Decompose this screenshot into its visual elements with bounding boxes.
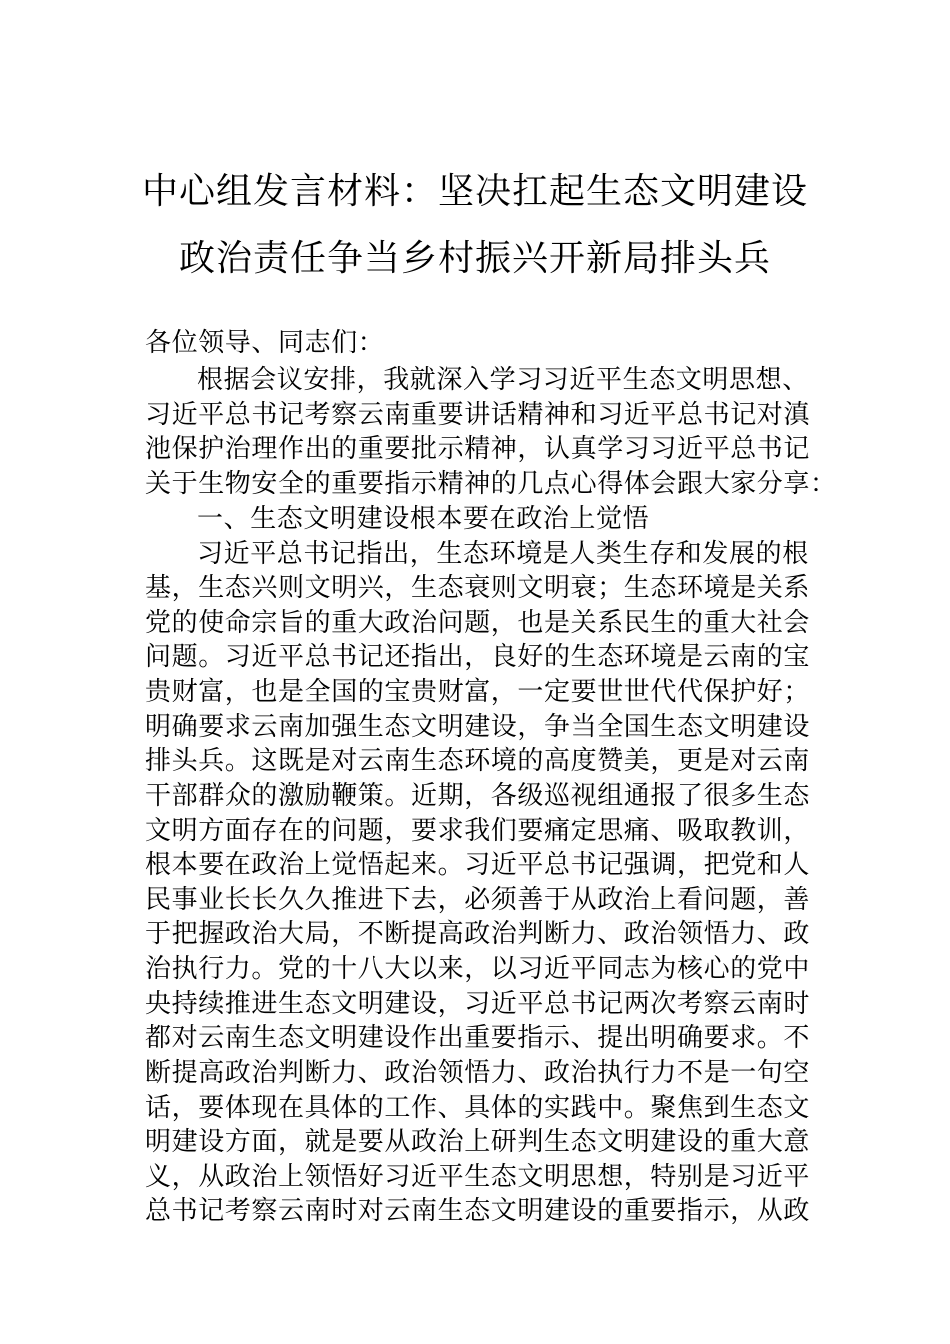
document-title-line-1: 中心组发言材料：坚决扛起生态文明建设 — [141, 171, 808, 212]
paragraph-line: 总书记考察云南时对云南生态文明建设的重要指示，从政 — [145, 1196, 811, 1226]
paragraph-line: 根本要在政治上觉悟起来。习近平总书记强调，把党和人 — [145, 850, 811, 880]
paragraph-line: 于把握政治大局，不断提高政治判断力、政治领悟力、政 — [145, 919, 811, 949]
paragraph-line: 根据会议安排，我就深入学习习近平生态文明思想、 — [197, 365, 809, 395]
paragraph-line: 贵财富，也是全国的宝贵财富，一定要世世代代保护好； — [145, 677, 811, 707]
paragraph-line: 央持续推进生态文明建设，习近平总书记两次考察云南时 — [145, 989, 811, 1019]
paragraph-line: 基，生态兴则文明兴，生态衰则文明衰；生态环境是关系 — [145, 573, 811, 603]
document-title-line-2: 政治责任争当乡村振兴开新局排头兵 — [178, 238, 771, 279]
paragraph-line: 断提高政治判断力、政治领悟力、政治执行力不是一句空 — [145, 1058, 811, 1088]
paragraph-line: 文明方面存在的问题，要求我们要痛定思痛、吸取教训， — [145, 816, 811, 846]
paragraph-line: 关于生物安全的重要指示精神的几点心得体会跟大家分享： — [145, 469, 837, 499]
paragraph-line: 明确要求云南加强生态文明建设，争当全国生态文明建设 — [145, 712, 811, 742]
paragraph-line: 问题。习近平总书记还指出，良好的生态环境是云南的宝 — [145, 642, 811, 672]
paragraph-line: 民事业长长久久推进下去，必须善于从政治上看问题，善 — [145, 885, 811, 915]
salutation: 各位领导、同志们： — [145, 328, 385, 358]
section-heading: 一、生态文明建设根本要在政治上觉悟 — [197, 504, 650, 534]
paragraph-line: 干部群众的激励鞭策。近期，各级巡视组通报了很多生态 — [145, 781, 811, 811]
paragraph-line: 习近平总书记指出，生态环境是人类生存和发展的根 — [197, 539, 809, 569]
paragraph-line: 党的使命宗旨的重大政治问题，也是关系民生的重大社会 — [145, 608, 811, 638]
paragraph-line: 池保护治理作出的重要批示精神，认真学习习近平总书记 — [145, 434, 811, 464]
paragraph-line: 排头兵。这既是对云南生态环境的高度赞美，更是对云南 — [145, 746, 811, 776]
paragraph-line: 明建设方面，就是要从政治上研判生态文明建设的重大意 — [145, 1127, 811, 1157]
paragraph-line: 都对云南生态文明建设作出重要指示、提出明确要求。不 — [145, 1023, 811, 1053]
paragraph-line: 话，要体现在具体的工作、具体的实践中。聚焦到生态文 — [145, 1093, 811, 1123]
paragraph-line: 治执行力。党的十八大以来，以习近平同志为核心的党中 — [145, 954, 811, 984]
paragraph-line: 义，从政治上领悟好习近平生态文明思想，特别是习近平 — [145, 1162, 811, 1192]
paragraph-line: 习近平总书记考察云南重要讲话精神和习近平总书记对滇 — [145, 400, 811, 430]
